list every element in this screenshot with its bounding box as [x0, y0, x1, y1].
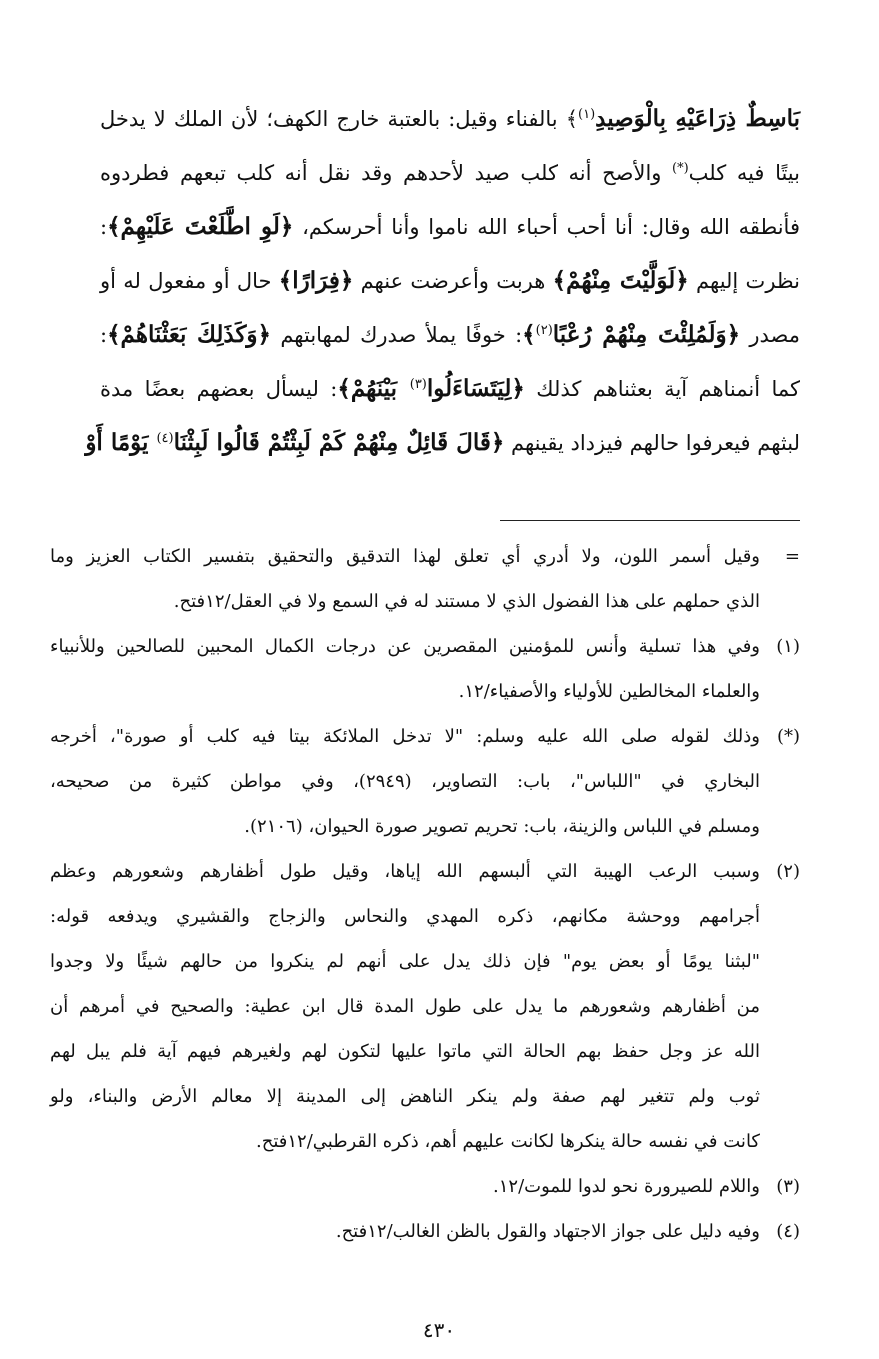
footnote-line: واللام للصيرورة نحو لدوا للموت/١٢. [493, 1176, 760, 1197]
footnote-line: ثوب ولم تتغير لهم صفة ولم ينكر الناهض إلى المدينة إلا معالم الأرض والبناء، ولو [50, 1086, 760, 1107]
quran-phrase: بَيْنَهُمْ﴾ [337, 375, 410, 402]
footnote-marker: (١) [776, 636, 800, 657]
footnote-line: "لبثنا يومًا أو بعض يوم" فإن ذلك يدل على أنهم لم ينكروا من حالهم شيئًا ولا وجدوا [50, 951, 760, 972]
text-line [100, 254, 800, 308]
text-run: : [100, 323, 108, 347]
text-run: كما أنمناهم آية بعثناهم كذلك [524, 377, 800, 401]
footnote-line: وفيه دليل على جواز الاجتهاد والقول بالظن الغالب/١٢فتح. [335, 1221, 760, 1242]
footnote [50, 714, 800, 849]
text-line [100, 362, 800, 416]
text-run: هربت وأعرضت عنهم [353, 269, 553, 293]
quran-phrase: بَاسِطٌ ذِرَاعَيْهِ بِالْوَصِيدِ [595, 105, 800, 132]
footnote-ref: (٣) [409, 377, 427, 392]
text-line [100, 146, 800, 200]
quran-phrase: ﴿قَالَ قَائِلٌ مِنْهُمْ كَمْ لَبِثْتُمْ قَالُوا لَبِثْنَا [173, 429, 505, 456]
footnote-line: والعلماء المخالطين للأولياء والأصفياء/١٢. [458, 681, 760, 702]
quran-phrase: ﴿لَوِ اطَّلَعْتَ عَلَيْهِمْ﴾ [107, 213, 294, 240]
footnote-line: وقيل أسمر اللون، ولا أدري أي تعلق لهذا التدقيق والتحقيق بتفسير الكتاب العزيز وما [50, 546, 760, 567]
text-line [100, 308, 800, 362]
text-run: مصدر [740, 323, 800, 347]
footnote-line: كانت في نفسه حالة ينكرها لكانت عليهم أهم، ذكره القرطبي/١٢فتح. [255, 1131, 760, 1152]
main-text [85, 92, 800, 470]
text-run: لبثهم فيعرفوا حالهم فيزداد يقينهم [504, 431, 800, 455]
quran-phrase: ﴿لِيَتَسَاءَلُوا [426, 375, 525, 402]
footnote-line: من أظفارهم وشعورهم ما يدل على طول المدة قال ابن عطية: والصحيح في أمرهم أن [50, 996, 760, 1017]
text-line [85, 416, 800, 470]
text-run: والأصح أنه كلب صيد لأحدهم وقد نقل أنه كلب تبعهم فطردوه [100, 161, 673, 185]
footnote-line: الله عز وجل حفظ بهم الحالة التي ماتوا عليها لتكون لهم ولغيرهم فيهم آية فلم يبل لهم [50, 1041, 760, 1062]
footnote-ref: (١) [578, 107, 596, 122]
quran-phrase: ﴾ [522, 321, 536, 348]
quran-phrase: يَوْمًا أَوْ [85, 429, 157, 456]
footnote-ref: (*) [672, 161, 689, 176]
text-run: نظرت إليهم [688, 269, 800, 293]
footnote [50, 1164, 800, 1209]
quran-phrase: ﴿فِرَارًا﴾ [278, 267, 354, 294]
footnote-line: أجرامهم ووحشة مكانهم، ذكره المهدي والنحاس والزجاج والقشيري ويدفعه قوله: [50, 906, 760, 927]
footnote [50, 624, 800, 714]
footnote [50, 1209, 800, 1254]
quran-phrase: ﴿وَلَمُلِئْتَ مِنْهُمْ رُعْبًا [552, 321, 741, 348]
text-run: ﴾ بالفناء وقيل: بالعتبة خارج الكهف؛ لأن الملك لا يدخل [100, 107, 578, 131]
text-run: بيتًا فيه كلب [688, 161, 800, 185]
footnote-marker: = [784, 546, 800, 567]
footnote-line: البخاري في "اللباس"، باب: التصاوير، (٢٩٤٩)، وفي مواطن كثيرة من صحيحه، [50, 771, 761, 792]
footnote-line: الذي حملهم على هذا الفضول الذي لا مستند له في السمع ولا في العقل/١٢فتح. [173, 591, 760, 612]
text-run: : ليسأل بعضهم بعضًا مدة [100, 377, 338, 401]
footnote-marker: (٤) [776, 1221, 800, 1242]
footnote [50, 534, 800, 624]
footnote-ref: (٢) [535, 323, 553, 338]
footnote-marker: (*) [776, 726, 800, 747]
quran-phrase: ﴿وَكَذَلِكَ بَعَثْنَاهُمْ﴾ [107, 321, 272, 348]
footnote-line: وذلك لقوله صلى الله عليه وسلم: "لا تدخل الملائكة بيتا فيه كلب أو صورة"، أخرجه [50, 726, 760, 747]
footnote-separator [500, 520, 800, 521]
text-run: : خوفًا يملأ صدرك لمهابتهم [271, 323, 523, 347]
footnote-ref: (٤) [156, 431, 174, 446]
footnotes [50, 534, 800, 1254]
page-number: ٤٣٠ [422, 1318, 456, 1342]
text-line [100, 92, 800, 146]
footnote-line: وسبب الرعب الهيبة التي ألبسهم الله إياها، وقيل طول أظفارهم وشعورهم وعظم [50, 861, 760, 882]
footnote-marker: (٣) [776, 1176, 800, 1197]
footnote-line: ومسلم في اللباس والزينة، باب: تحريم تصوير صورة الحيوان، (٢١٠٦). [244, 816, 760, 837]
footnote [50, 849, 800, 1164]
text-run: حال أو مفعول له أو [100, 269, 279, 293]
footnote-line: وفي هذا تسلية وأنس للمؤمنين المقصرين عن درجات الكمال المحبين للصالحين وللأنبياء [50, 636, 760, 657]
text-run: : [100, 215, 108, 239]
quran-phrase: ﴿لَوَلَّيْتَ مِنْهُمْ﴾ [552, 267, 689, 294]
footnote-marker: (٢) [776, 861, 800, 882]
text-run: فأنطقه الله وقال: أنا أحب أحباء الله ناموا وأنا أحرسكم، [293, 215, 800, 239]
text-line [100, 200, 800, 254]
